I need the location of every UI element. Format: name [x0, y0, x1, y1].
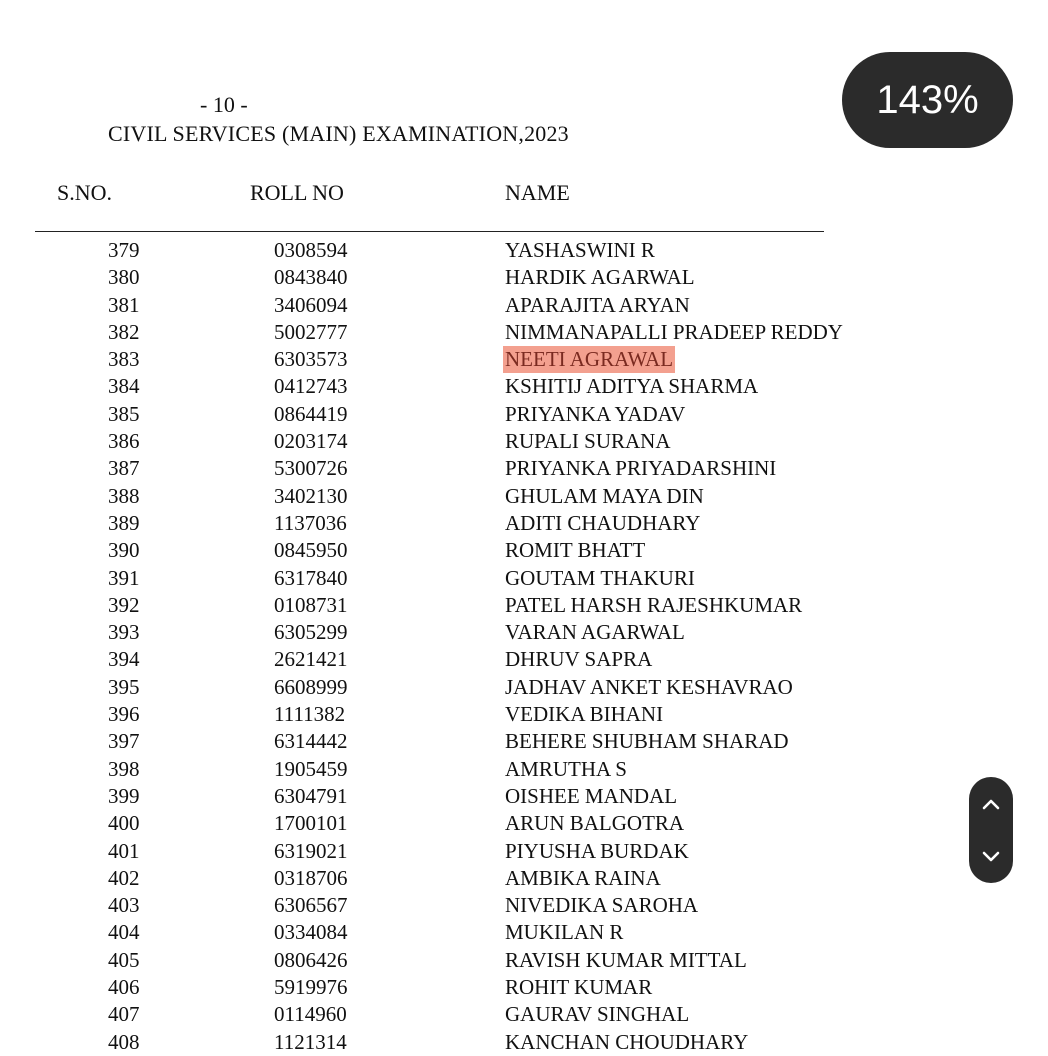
row-name: RAVISH KUMAR MITTAL: [505, 947, 747, 972]
row-roll-no: 0845950: [274, 538, 348, 563]
table-row: [0, 619, 1048, 646]
table-row: [0, 756, 1048, 783]
row-sno: 404: [108, 920, 140, 945]
row-roll-no: 0864419: [274, 401, 348, 426]
row-roll-no: 1137036: [274, 510, 347, 535]
row-roll-no: 5919976: [274, 975, 348, 1000]
row-roll-no: 6608999: [274, 674, 348, 699]
row-roll-no: 3402130: [274, 483, 348, 508]
chevron-up-icon: [981, 797, 1001, 811]
document-title: CIVIL SERVICES (MAIN) EXAMINATION,2023: [108, 121, 569, 146]
row-roll-no: 3406094: [274, 292, 348, 317]
table-row: [0, 346, 1048, 373]
row-name: AMRUTHA S: [505, 756, 627, 781]
page-scroll-control: [969, 777, 1013, 883]
table-row: [0, 892, 1048, 919]
table-row: [0, 838, 1048, 865]
row-sno: 408: [108, 1029, 140, 1054]
table-row: [0, 592, 1048, 619]
row-sno: 403: [108, 893, 140, 918]
table-row: [0, 919, 1048, 946]
table-row: [0, 537, 1048, 564]
row-name: VEDIKA BIHANI: [505, 702, 664, 727]
table-row: [0, 455, 1048, 482]
row-name: NIMMANAPALLI PRADEEP REDDY: [505, 319, 843, 344]
row-roll-no: 0114960: [274, 1002, 347, 1027]
table-row: [0, 292, 1048, 319]
row-name: ROHIT KUMAR: [505, 975, 653, 1000]
row-sno: 393: [108, 620, 140, 645]
row-name: HARDIK AGARWAL: [505, 265, 695, 290]
column-header-name: NAME: [505, 180, 570, 205]
scroll-down-button[interactable]: [969, 830, 1013, 883]
row-sno: 386: [108, 429, 140, 454]
row-name: PRIYANKA YADAV: [505, 401, 686, 426]
scroll-up-button[interactable]: [969, 777, 1013, 830]
zoom-level-indicator: 143%: [842, 52, 1013, 148]
table-row: [0, 646, 1048, 673]
row-sno: 407: [108, 1002, 140, 1027]
row-sno: 387: [108, 456, 140, 481]
row-sno: 402: [108, 865, 140, 890]
row-sno: 399: [108, 783, 140, 808]
table-row: [0, 1029, 1048, 1056]
row-name: GAURAV SINGHAL: [505, 1002, 690, 1027]
table-row: [0, 319, 1048, 346]
row-sno: 384: [108, 374, 140, 399]
row-name: MUKILAN R: [505, 920, 624, 945]
row-sno: 382: [108, 319, 140, 344]
row-roll-no: 6303573: [274, 347, 348, 372]
row-name: BEHERE SHUBHAM SHARAD: [505, 729, 789, 754]
table-row: [0, 674, 1048, 701]
row-sno: 391: [108, 565, 140, 590]
row-name: ARUN BALGOTRA: [505, 811, 685, 836]
row-roll-no: 0843840: [274, 265, 348, 290]
row-name: PRIYANKA PRIYADARSHINI: [505, 456, 777, 481]
table-row: [0, 783, 1048, 810]
row-name: JADHAV ANKET KESHAVRAO: [505, 674, 793, 699]
row-name: PIYUSHA BURDAK: [505, 838, 689, 863]
page-number: - 10 -: [200, 92, 248, 117]
highlighted-name: NEETI AGRAWAL: [505, 347, 674, 372]
row-sno: 379: [108, 238, 140, 262]
row-name: DHRUV SAPRA: [505, 647, 653, 672]
row-sno: 390: [108, 538, 140, 563]
row-roll-no: 6306567: [274, 893, 348, 918]
row-sno: 392: [108, 592, 140, 617]
row-sno: 395: [108, 674, 140, 699]
row-name: APARAJITA ARYAN: [505, 292, 690, 317]
row-sno: 400: [108, 811, 140, 836]
table-row: [0, 728, 1048, 755]
row-sno: 389: [108, 510, 140, 535]
row-roll-no: 6319021: [274, 838, 348, 863]
row-sno: 405: [108, 947, 140, 972]
table-row: [0, 1001, 1048, 1028]
row-name: KSHITIJ ADITYA SHARMA: [505, 374, 759, 399]
row-sno: 394: [108, 647, 140, 672]
row-sno: 388: [108, 483, 140, 508]
table-row: [0, 428, 1048, 455]
row-roll-no: 0318706: [274, 865, 348, 890]
row-sno: 383: [108, 347, 140, 372]
table-row: [0, 565, 1048, 592]
table-row: [0, 810, 1048, 837]
row-roll-no: 5300726: [274, 456, 348, 481]
row-sno: 398: [108, 756, 140, 781]
row-sno: 397: [108, 729, 140, 754]
row-roll-no: 6304791: [274, 783, 348, 808]
row-roll-no: 0203174: [274, 429, 348, 454]
row-roll-no: 1905459: [274, 756, 348, 781]
table-row: [0, 510, 1048, 537]
row-roll-no: 6317840: [274, 565, 348, 590]
row-roll-no: 0806426: [274, 947, 348, 972]
table-row: [0, 947, 1048, 974]
row-name: OISHEE MANDAL: [505, 783, 678, 808]
row-name: PATEL HARSH RAJESHKUMAR: [505, 592, 803, 617]
row-roll-no: 5002777: [274, 319, 348, 344]
header-divider: [35, 231, 824, 232]
row-name: RUPALI SURANA: [505, 429, 671, 454]
row-name: GHULAM MAYA DIN: [505, 483, 704, 508]
row-name: ROMIT BHATT: [505, 538, 646, 563]
row-sno: 381: [108, 292, 140, 317]
row-roll-no: 6314442: [274, 729, 348, 754]
row-roll-no: 0108731: [274, 592, 348, 617]
row-sno: 406: [108, 975, 140, 1000]
table-row: [0, 865, 1048, 892]
row-roll-no: 1700101: [274, 811, 348, 836]
row-name: NIVEDIKA SAROHA: [505, 893, 699, 918]
column-header-roll: ROLL NO: [250, 180, 344, 205]
row-name: GOUTAM THAKURI: [505, 565, 695, 590]
row-sno: 385: [108, 401, 140, 426]
table-row: [0, 483, 1048, 510]
table-row: [0, 373, 1048, 400]
chevron-down-icon: [981, 850, 1001, 864]
row-roll-no: 1121314: [274, 1029, 347, 1054]
row-name: YASHASWINI R: [505, 238, 655, 262]
row-roll-no: 6305299: [274, 620, 348, 645]
table-row: [0, 264, 1048, 291]
row-sno: 380: [108, 265, 140, 290]
row-name: KANCHAN CHOUDHARY: [505, 1029, 749, 1054]
results-table: [0, 237, 1048, 1056]
row-roll-no: 0412743: [274, 374, 348, 399]
table-row: [0, 974, 1048, 1001]
table-row: [0, 401, 1048, 428]
row-name: AMBIKA RAINA: [505, 865, 661, 890]
row-roll-no: 0308594: [274, 238, 348, 262]
column-header-sno: S.NO.: [57, 180, 113, 205]
row-name: ADITI CHAUDHARY: [505, 510, 701, 535]
row-roll-no: 2621421: [274, 647, 348, 672]
row-roll-no: 1111382: [274, 702, 346, 727]
table-row: [0, 237, 1048, 264]
row-sno: 396: [108, 702, 140, 727]
table-row: [0, 701, 1048, 728]
row-name: VARAN AGARWAL: [505, 620, 685, 645]
row-roll-no: 0334084: [274, 920, 348, 945]
row-sno: 401: [108, 838, 140, 863]
